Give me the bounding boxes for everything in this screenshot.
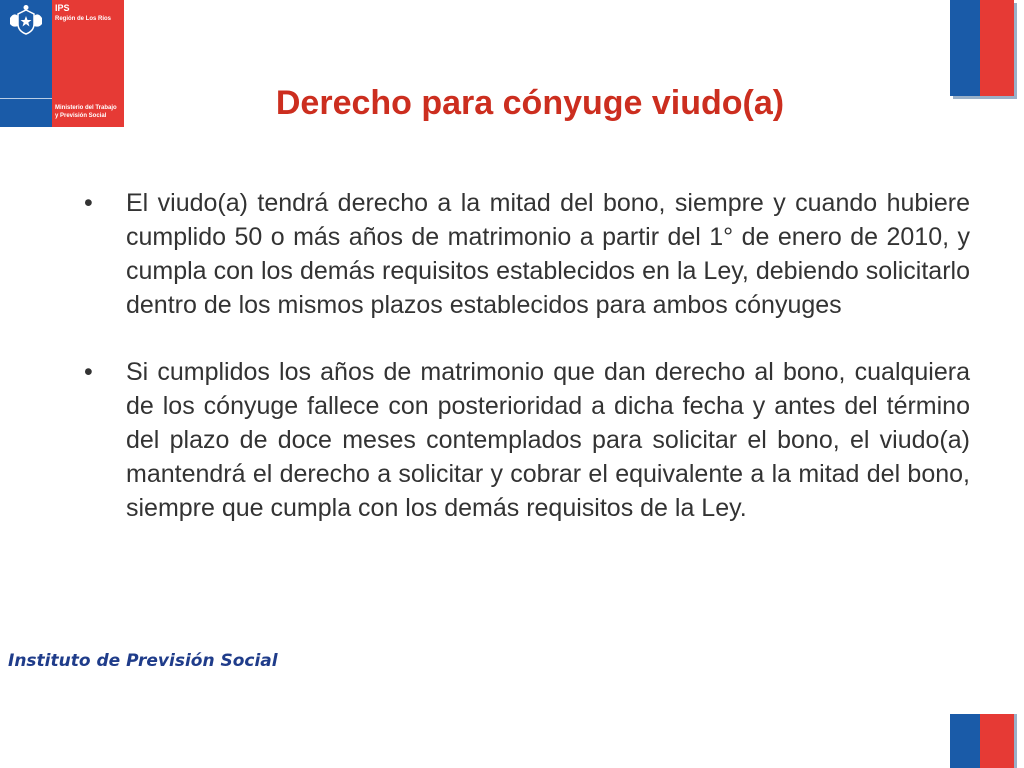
logo-ministry [55,104,117,120]
slide-content [84,186,970,558]
logo-region: Región de Los Ríos [55,16,112,22]
flag-mark-top [950,0,1014,96]
logo-blue-band [0,0,52,127]
flag-red [980,714,1014,768]
logo-ministry-line2: y Previsión Social [55,113,107,119]
flag-blue [950,714,980,768]
bullet-text: Si cumplidos los años de matrimonio que dan derecho al bono, cualquiera de los cónyuge fallece con posterioridad a dicha fecha y antes del término del plazo de doce meses contemplados para solicitar el bono, el viudo(a) mantendrá el derecho a solicitar y cobrar el equivalente a la mitad del bono, siempre que cumpla con los demás requisitos de la Ley. [126,358,970,522]
slide-title: Derecho para cónyuge viudo(a) [275,84,785,122]
ips-logo [0,0,124,127]
footer-institution: Instituto de Previsión Social [8,651,278,671]
flag-red [980,0,1014,96]
logo-abbr: IPS [55,3,70,13]
bullet-item [84,186,970,322]
logo-divider [0,98,52,99]
bullet-text: El viudo(a) tendrá derecho a la mitad del bono, siempre y cuando hubiere cumplido 50 o más años de matrimonio a partir del 1° de enero de 2010, y cumpla con los demás requisitos establecidos en la Ley, debiendo solicitarlo dentro de los mismos plazos establecidos para ambos cónyuges [126,189,970,319]
bullet-symbol: • [84,358,93,386]
flag-mark-bottom [950,714,1014,768]
logo-red-band [52,0,124,127]
chile-coat-of-arms-icon [6,4,46,38]
bullet-symbol: • [84,189,93,217]
flag-blue [950,0,980,96]
bullet-item [84,355,970,525]
logo-ministry-line1: Ministerio del Trabajo [55,105,117,111]
